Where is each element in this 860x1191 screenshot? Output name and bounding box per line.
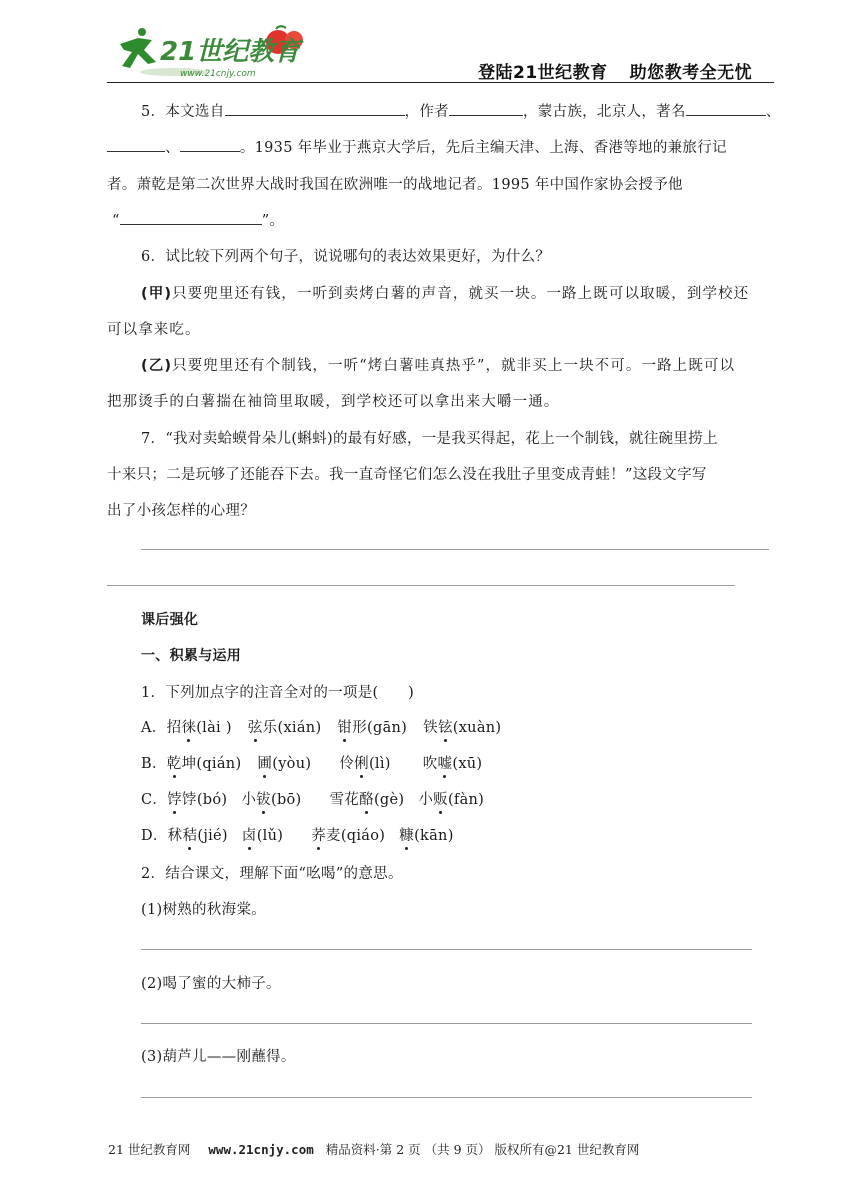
footer-site: 21 世纪教育网 — [108, 1142, 191, 1157]
logo-text: 21世纪教育 — [160, 37, 301, 67]
mc-b-item-2: 圃(yòu) — [257, 756, 311, 772]
page-footer — [108, 1140, 639, 1158]
logo-graphic — [108, 24, 308, 80]
footer-url[interactable]: www.21cnjy.com — [208, 1142, 314, 1157]
q6-yi-line-2: 把那烫手的白薯揣在袖筒里取暖，到学校还可以拿出来大嚼一通。 — [107, 394, 560, 410]
q7-line-1: 7．“我对卖蛤蟆骨朵儿(蝌蚪)的最有好感，一是我买得起，花上一个制钱，就往碗里捞上 — [141, 431, 718, 447]
mc-d-item-4: 糠(kān) — [399, 828, 453, 844]
mc-c-item-4: 小贩(fàn) — [418, 792, 484, 808]
mc-option-d[interactable]: D．秫秸(jié) 卤(lǔ) 荞麦(qiáo) 糠(kān) — [141, 824, 454, 845]
mc-a-item-2: 弦乐(xián) — [248, 720, 322, 736]
mc-b-item-4: 吹嘘(xū) — [423, 756, 483, 772]
q6-stem: 6．试比较下列两个句子，说说哪句的表达效果更好，为什么？ — [141, 249, 551, 265]
q2-part-2: (2)喝了蜜的大柿子。 — [141, 976, 281, 992]
section-subtitle: 一、积累与运用 — [141, 648, 242, 664]
footer-info: 精品资料·第 2 页 （共 9 页） 版权所有@21 世纪教育网 — [325, 1142, 640, 1157]
q7-answer-line-2[interactable] — [107, 585, 735, 586]
q5-line-3: 者。萧乾是第二次世界大战时我国在欧洲唯一的战地记者。1995 年中国作家协会授予他 — [107, 177, 683, 193]
mc-b-item-1: 乾坤(qián) — [167, 756, 242, 772]
q6-jia-line-1: (甲)只要兜里还有钱，一听到卖烤白薯的声音，就买一块。一路上既可以取暖，到学校还 — [141, 286, 750, 302]
mc-option-a[interactable]: A．招徕(lài ) 弦乐(xián) 钳形(gān) 铁铉(xuàn) — [141, 716, 501, 737]
q2-answer-line-2[interactable] — [141, 1023, 752, 1024]
mc-option-c[interactable]: C．饽饽(bó) 小钹(bō) 雪花酪(gè) 小贩(fàn) — [141, 788, 484, 809]
q2-part-3: (3)葫芦儿——刚蘸得。 — [141, 1049, 296, 1065]
q2-answer-line-3[interactable] — [141, 1097, 752, 1098]
q2-part-1: (1)树熟的秋海棠。 — [141, 902, 267, 918]
mc-a-item-3: 钳形(gān) — [337, 720, 407, 736]
q5-line-2: 、 。1935 年毕业于燕京大学后，先后主编天津、上海、香港等地的兼旅行记 — [107, 136, 727, 157]
mc-d-item-3: 荞麦(qiáo) — [311, 828, 385, 844]
header-slogan — [478, 58, 752, 83]
mc-c-item-3: 雪花酪(gè) — [330, 792, 405, 808]
q5-line-1: 5．本文选自 ，作者 ，蒙古族，北京人，著名 、 — [141, 104, 781, 120]
site-logo — [108, 24, 308, 80]
q7-line-3: 出了小孩怎样的心理？ — [107, 503, 255, 519]
q7-answer-line-1[interactable] — [141, 549, 769, 550]
q6-yi-line-1: (乙)只要兜里还有个制钱，一听“烤白薯哇真热乎”，就非买上一块不可。一路上既可以 — [141, 358, 736, 374]
q2-stem: 2．结合课文，理解下面“吆喝”的意思。 — [141, 866, 403, 882]
q5-blank-title-2[interactable] — [107, 139, 165, 152]
q7-line-2: 十来只；二是玩够了还能吞下去。我一直奇怪它们怎么没在我肚子里变成青蛙！”这段文字写 — [107, 467, 707, 483]
section-title: 课后强化 — [141, 612, 199, 628]
slogan-left: 登陆21世纪教育 — [478, 63, 608, 83]
q5-blank-title-1[interactable] — [686, 103, 766, 116]
mc-stem: 1．下列加点字的注音全对的一项是( ) — [141, 685, 415, 701]
q5-blank-honor[interactable] — [120, 212, 262, 225]
q5-blank-title-3[interactable] — [180, 139, 240, 152]
q6-jia-line-2: 可以拿来吃。 — [107, 322, 201, 338]
mc-c-item-1: 饽饽(bó) — [167, 792, 227, 808]
header-divider — [107, 82, 774, 83]
q2-answer-line-1[interactable] — [141, 949, 752, 950]
mc-a-item-4: 铁铉(xuàn) — [423, 720, 501, 736]
slogan-right: 助您教考全无忧 — [629, 63, 753, 83]
mc-d-item-2: 卤(lǔ) — [242, 828, 283, 844]
mc-a-item-1: 招徕(lài ) — [167, 720, 232, 736]
logo-url: www.21cnjy.com — [180, 69, 256, 79]
mc-c-item-2: 小钹(bō) — [241, 792, 301, 808]
mc-option-b[interactable]: B．乾坤(qián) 圃(yòu) 伶俐(lì) 吹嘘(xū) — [141, 752, 482, 773]
mc-d-item-1: 秫秸(jié) — [168, 828, 228, 844]
q5-line-4: “ ”。 — [112, 213, 285, 229]
q5-blank-author[interactable] — [449, 103, 523, 116]
q5-blank-source[interactable] — [225, 103, 405, 116]
mc-b-item-3: 伶俐(lì) — [339, 756, 390, 772]
